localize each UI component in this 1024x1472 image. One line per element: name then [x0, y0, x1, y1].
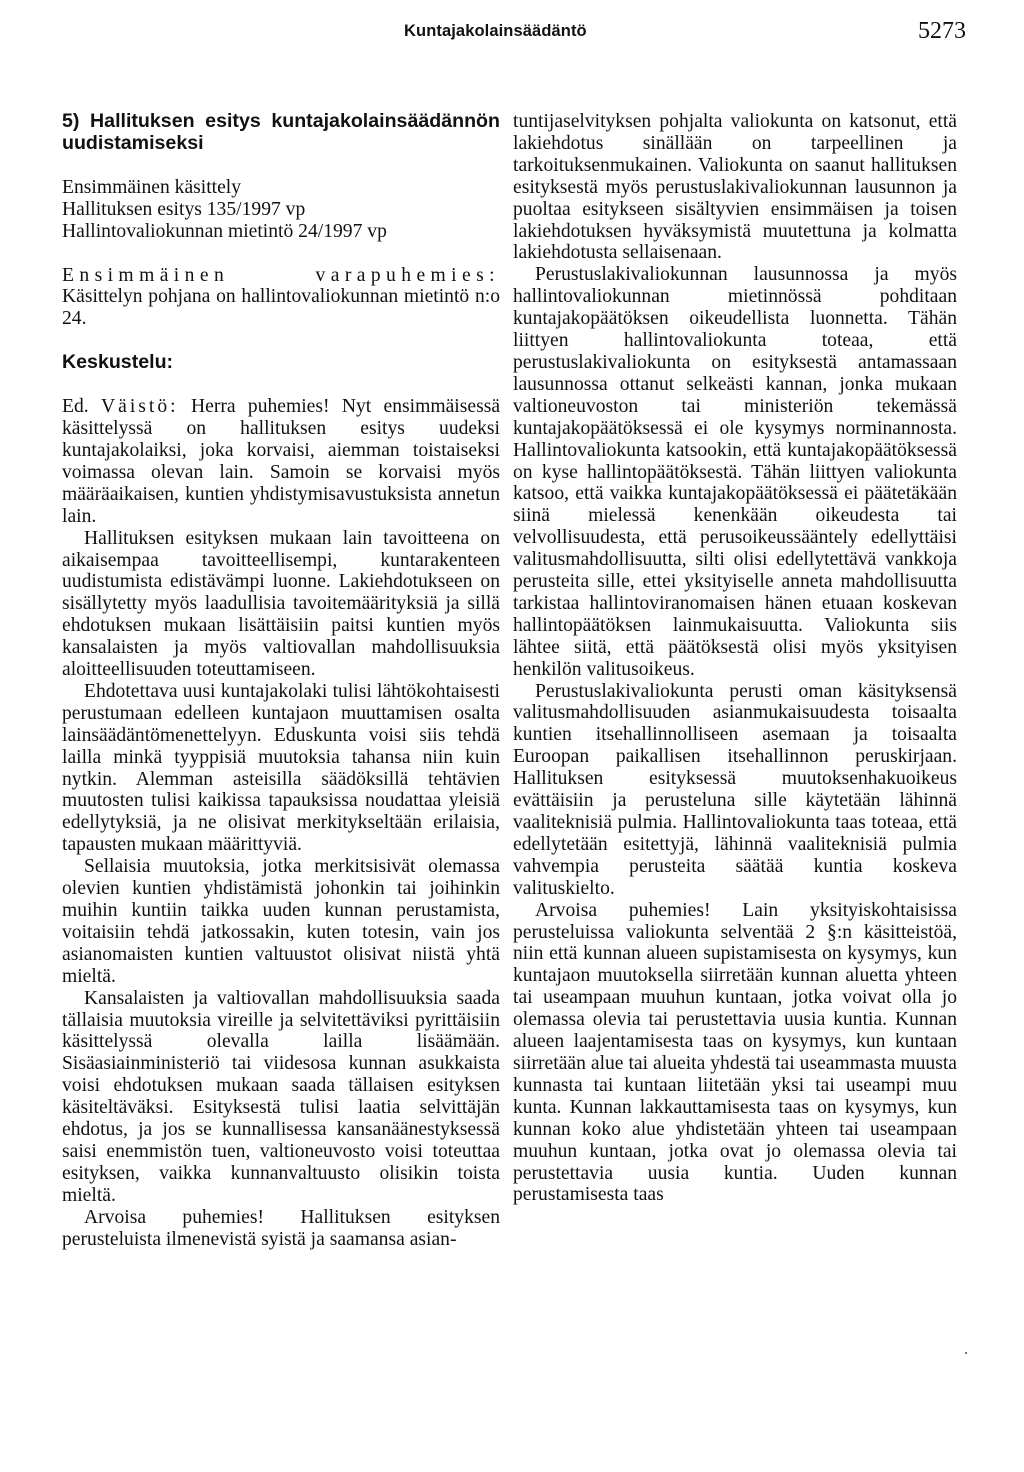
speaker-text-2: Herra puhemies! Nyt ensimmäisessä käsittelyssä on hallituksen esitys uudeksi kuntajakolaiksi, joka korvaisi, aiemman toistaiseksi voimassa olevan lain. Samoin se korvaisi myös määräaikaisen, kuntien yhdistymisavustuksista annetun lain.	[62, 396, 501, 527]
speaker-prefix: Ed.	[62, 396, 89, 418]
running-title: Kuntajakolainsäädäntö	[404, 22, 587, 40]
paragraph: Ehdotettava uusi kuntajakolaki tulisi lähtökohtaisesti perustumaan edelleen kuntajaon muuttamisen osalta lainsäädäntömenettelyyn. Eduskunta voisi siis tehdä lailla minkä tyyppisiä muutoksia tahansa niin kuin nytkin. Alemman asteisilla säädöksillä tehtävien muutosten tulisi kaikissa tapauksissa noudattaa yleisiä edellytyksiä, ja ne olisivat merkitykseltään erilaisia, tapausten mukaan määrittyviä.	[62, 680, 500, 856]
speaker-statement-2	[62, 396, 500, 527]
paragraph: Kansalaisten ja valtiovallan mahdollisuuksia saada tällaisia muutoksia vireille ja selvitettäviksi pyrittäisiin käsittelyssä olevalla lailla lisäämään. Sisäasiainministeriö tai viidesosa kunnan asukkaista voisi ehdotuksen mukaan saada tällaisen esityksen käsiteltäväksi. Esityksestä tulisi laatia selvittäjän ehdotus, ja jos se kunnallisessa kansanäänestyksessä saisi enemmistön tuen, valtioneuvosto voisi toteuttaa esityksen, vaikka kunnanvaltuusto olisikin toista mieltä.	[62, 987, 500, 1206]
margin-mark	[965, 1352, 967, 1354]
page-number: 5273	[918, 18, 966, 44]
meta-line-1: Ensimmäinen käsittely	[62, 176, 242, 198]
paragraph: Arvoisa puhemies! Lain yksityiskohtaisissa perusteluissa valiokunta selventää 2 §:n käsitteistöä, niin että kunnan alueen supistamisesta on kysymys, kun kuntajaon muutoksella siirretään kunnan aluetta yhteen tai useampaan muuhun kuntaan, jotka voivat olla jo olemassa olevia tai perustettavia uusia kuntia. Kunnan alueen laajentamisesta taas on kysymys, kun kuntaan siirretään alue tai alueita yhdestä tai useammasta muusta kunnasta tai kuntaan liitetään yksi tai useampi muu kunta. Kunnan lakkauttamisesta taas on kysymys, kun kunnan koko alue yhdistetään yhteen tai useampaan muuhun kuntaan, jotka ovat jo olemassa olevia tai perustettavia uusia kuntia. Uuden kunnan perustamisesta taas	[513, 899, 957, 1206]
running-head	[0, 16, 1024, 56]
paragraph: Sellaisia muutoksia, jotka merkitsisivät olemassa olevien kuntien yhdistämistä johonkin tai joihinkin muihin kuntiin taikka uuden kunnan perustamista, voitaisiin tehdä jatkossakin, kuten totesin, vain jos asianomaisten kuntien valtuustot olisivat niistä yhtä mieltä.	[62, 856, 500, 987]
discussion-label: Keskustelu:	[62, 351, 174, 374]
paragraph: Perustuslakivaliokunnan lausunnossa ja myös hallintovaliokunnan mietinnössä pohditaan kuntajakopäätöksen oikeudellista luonnetta. Tähän liittyen hallintovaliokunta toteaa, että perustuslakivaliokunta on esityksestä antamassaan lausunnossa ottanut selkeästi kannan, jonka mukaan valtioneuvoston tai ministeriön tekemässä kuntajakopäätöksessä ei ole kysymys norminannosta. Hallintovaliokunta katsookin, että kuntajakopäätöksessä on kyse hallintopäätöksestä. Tähän liittyen valiokunta katsoo, että vaikka kuntajakopäätöksessä ei päätetäkään siinä mielessä kenenkään oikeudesta tai velvollisuudesta, että perusoikeussääntely edellyttäisi valitusmahdollisuutta, silti olisi edellytettävä vankkoja perusteita sille, ettei yksityiselle anneta mahdollisuutta tarkistaa hallintoviranomaisen hänen etuaan koskevan hallintopäätöksen lainmukaisuutta. Valiokunta siis lähtee siitä, että päätöksestä olisi myös yksityisen henkilön valitusoikeus.	[513, 264, 957, 680]
paragraph: Perustuslakivaliokunta perusti oman käsityksensä valitusmahdollisuuden asianmukaisuudesta toisaalta kuntien itsehallinnolliseen asemaan ja toisaalta Euroopan paikallisen itsehallinnon peruskirjaan. Hallituksen esityksessä muutoksenhakuoikeus evättäisiin ja perusteluna sille käytetään lähinnä vaaliteknisiä pulmia. Hallintovaliokunta taas toteaa, että edellytetään esitettyjä, lähinnä vaaliteknisiä pulmia vahvempia perusteita säätää kuntia koskeva valituskielto.	[513, 680, 957, 899]
speaker-statement	[62, 265, 500, 331]
left-column	[62, 111, 500, 1251]
paragraph: Hallituksen esityksen mukaan lain tavoitteena on aikaisempaa tavoitteellisempi, kuntarakenteen uudistumista edistävämpi luonne. Lakiehdotukseen on sisällytetty myös laadullisia tavoitemäärityksiä ja sillä ehdotuksen mukaan lisättäisiin paitsi kuntien myös kansalaisten ja myös valtiovallan mahdollisuuksia aloitteellisuuden toteuttamiseen.	[62, 527, 500, 681]
paragraph: tuntijaselvityksen pohjalta valiokunta on katsonut, että lakiehdotus sinällään on tarpeellinen ja tarkoituksenmukainen. Valiokunta on saanut hallituksen esityksestä myös perustuslakivaliokunnan lausunnon ja puoltaa esitykseen sisältyvien ensimmäisen ja toisen lakiehdotuksen hyväksymistä muutettuna ja kolmatta lakiehdotusta sellaisenaan.	[513, 111, 957, 264]
speaker-name-2: Väistö:	[101, 396, 179, 418]
meta-line-2: Hallituksen esitys 135/1997 vp	[62, 198, 306, 220]
section-heading: 5) Hallituksen esitys kuntajakolainsäädännön uudistamiseksi	[62, 110, 500, 154]
paragraph: Arvoisa puhemies! Hallituksen esityksen perusteluista ilmenevistä syistä ja saamansa asian-	[62, 1206, 500, 1250]
right-column	[513, 111, 957, 1206]
speaker-name: Ensimmäinen varapuhemies:	[62, 264, 500, 286]
speaker-text: Käsittelyn pohjana on hallintovaliokunnan mietintö n:o 24.	[62, 286, 500, 330]
meta-line-3: Hallintovaliokunnan mietintö 24/1997 vp	[62, 220, 387, 242]
